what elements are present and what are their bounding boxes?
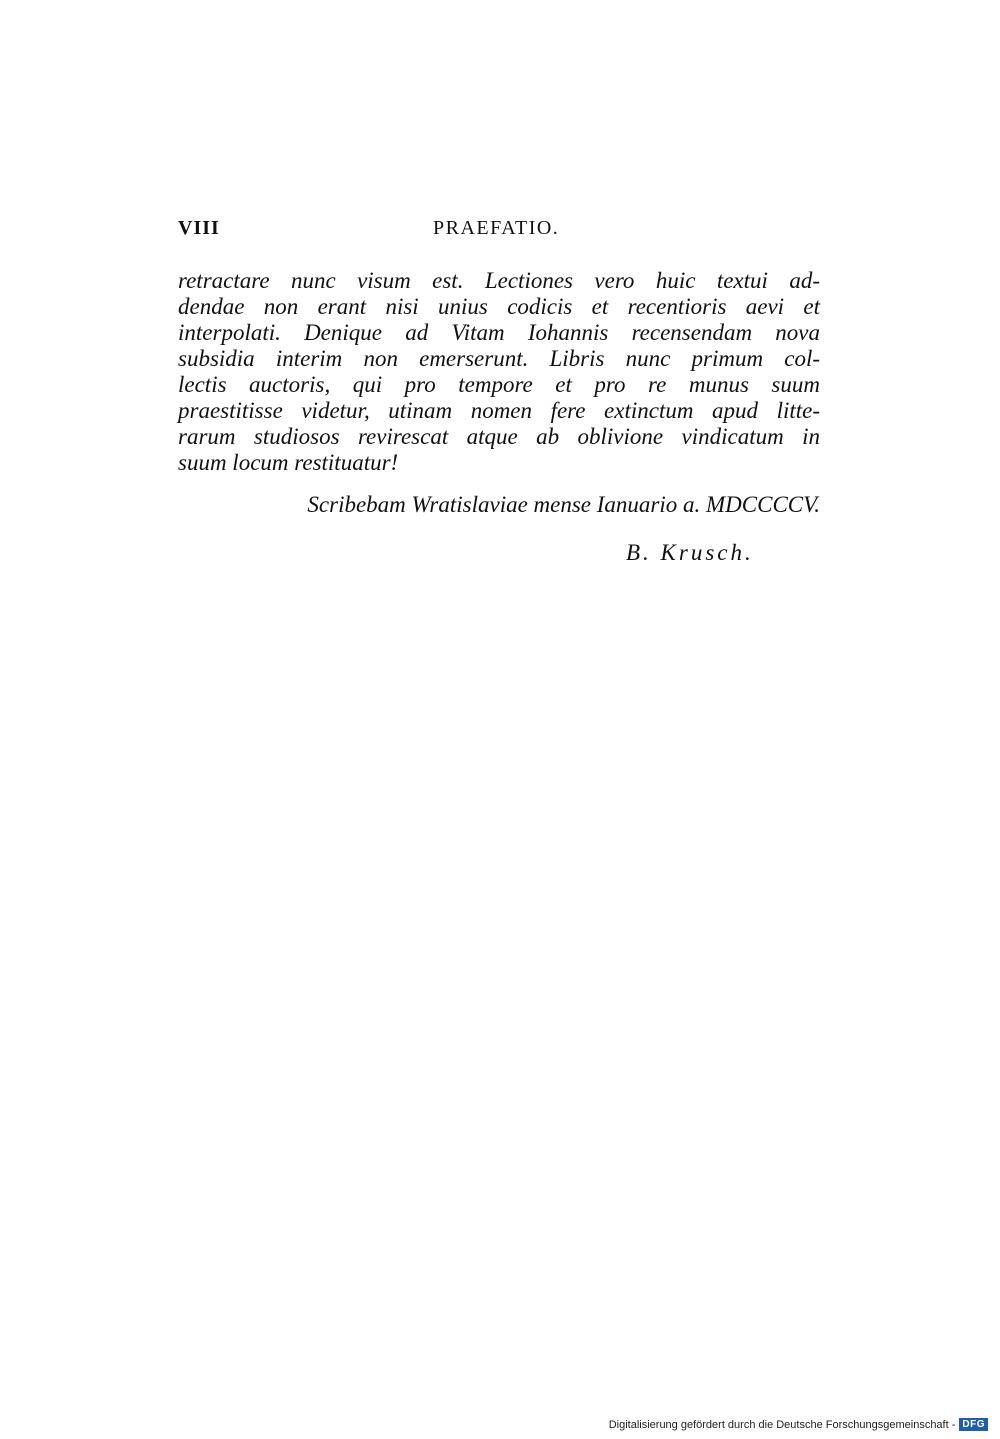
text-line: lectis auctoris, qui pro tempore et pro re munus suum (178, 372, 820, 397)
author-signature: B. Krusch. (626, 540, 754, 565)
text-line: subsidia interim non emerserunt. Libris nunc primum col- (178, 346, 820, 371)
text-line: praestitisse videtur, utinam nomen fere extinctum apud litte- (178, 398, 820, 423)
dfg-logo-icon: DFG (959, 1418, 988, 1431)
digitization-credit (609, 1418, 988, 1431)
body-paragraph (178, 268, 820, 476)
text-line: retractare nunc visum est. Lectiones vero huic textui ad- (178, 268, 820, 293)
text-line: rarum studiosos revirescat atque ab oblivione vindicatum in (178, 424, 820, 449)
dateline: Scribebam Wratislaviae mense Ianuario a. MDCCCCV. (307, 492, 820, 517)
text-line: interpolati. Denique ad Vitam Iohannis recensendam nova (178, 320, 820, 345)
credit-text: Digitalisierung gefördert durch die Deutsche Forschungsgemeinschaft - (608, 1418, 956, 1431)
text-line: dendae non erant nisi unius codicis et recentioris aevi et (178, 294, 820, 319)
text-line: suum locum restituatur! (178, 450, 399, 475)
page-number: VIII (178, 217, 220, 239)
running-head: PRAEFATIO. (433, 217, 560, 239)
